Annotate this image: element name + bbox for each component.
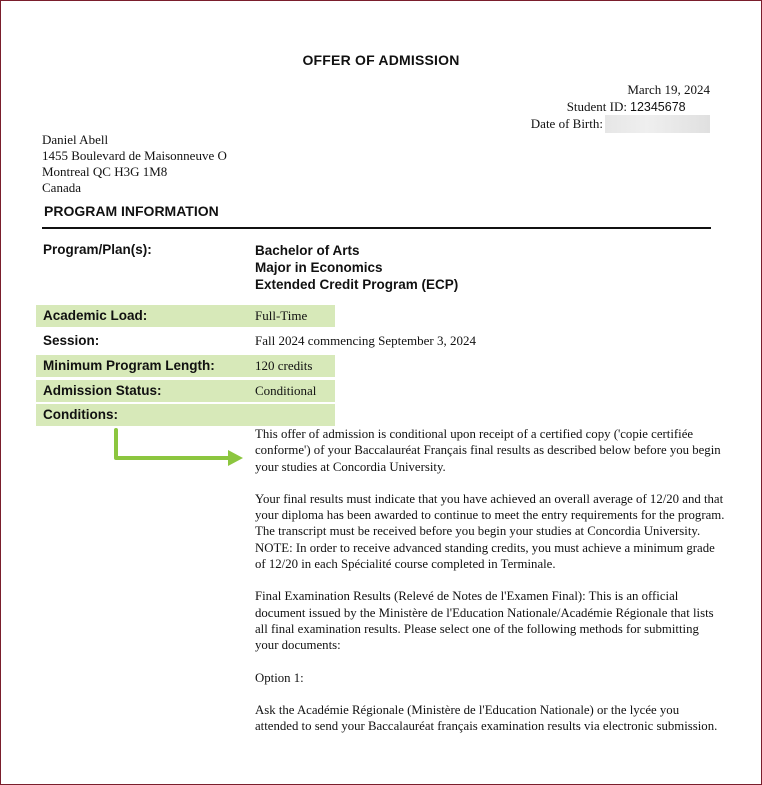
conditions-text: [255, 426, 725, 750]
academic-load-value: Full-Time: [255, 308, 308, 323]
program-label: Program/Plan(s):: [43, 242, 152, 257]
conditions-label: Conditions:: [43, 407, 118, 422]
student-id-value: 12345678: [630, 99, 686, 114]
program-values: [255, 242, 458, 293]
admission-status-label: Admission Status:: [43, 383, 162, 398]
document-meta: [410, 82, 710, 133]
min-length-label: Minimum Program Length:: [43, 358, 215, 373]
document-title: OFFER OF ADMISSION: [302, 52, 460, 68]
recipient-country: Canada: [42, 180, 81, 195]
program-information-heading: PROGRAM INFORMATION: [44, 203, 219, 219]
program-line: Major in Economics: [255, 260, 383, 275]
program-line: Extended Credit Program (ECP): [255, 277, 459, 292]
recipient-city: Montreal QC H3G 1M8: [42, 164, 168, 179]
recipient-street: 1455 Boulevard de Maisonneuve O: [42, 148, 227, 163]
recipient-address: [42, 132, 227, 196]
date-text: March 19, 2024: [627, 82, 710, 97]
letter-date: [410, 82, 710, 99]
admission-status-value: Conditional: [255, 383, 317, 398]
arrow-icon: [110, 428, 250, 468]
conditions-paragraph: Your final results must indicate that you have achieved an overall average of 12/20 and that your diploma has been awarded to continue to meet the entry requirements for the program. The transcript must be received before you begin your studies at Concordia University. NOTE: In order to receive advanced standing credits, you must achieve a minimum grade of 12/20 in each Spécialité course completed in Terminale.: [255, 491, 725, 572]
section-divider: [42, 227, 711, 229]
conditions-paragraph: This offer of admission is conditional upon receipt of a certified copy ('copie certifiée conforme') of your Baccalauréat Français final results as described below before you begin your studies at Concordia University.: [255, 427, 721, 474]
min-length-value: 120 credits: [255, 358, 313, 373]
session-label: Session:: [43, 333, 100, 348]
recipient-name: Daniel Abell: [42, 132, 109, 147]
conditions-paragraph: Final Examination Results (Relevé de Notes de l'Examen Final): This is an official document issued by the Ministère de l'Education Nationale/Académie Régionale that lists all final examination results. Please select one of the following methods for submitting your documents:: [255, 589, 714, 653]
academic-load-label: Academic Load:: [43, 308, 148, 323]
program-line: Bachelor of Arts: [255, 243, 360, 258]
student-id-row: [410, 99, 710, 116]
dob-redacted-value: [605, 115, 710, 133]
session-value: Fall 2024 commencing September 3, 2024: [255, 333, 476, 348]
conditions-paragraph: Ask the Académie Régionale (Ministère de l'Education Nationale) or the lycée you attended to send your Baccalauréat français examination results via electronic submission.: [255, 702, 718, 734]
conditions-paragraph: Option 1:: [255, 670, 304, 685]
dob-row: [410, 115, 710, 133]
student-id-label: Student ID:: [566, 98, 627, 114]
dob-label: Date of Birth:: [530, 115, 603, 131]
